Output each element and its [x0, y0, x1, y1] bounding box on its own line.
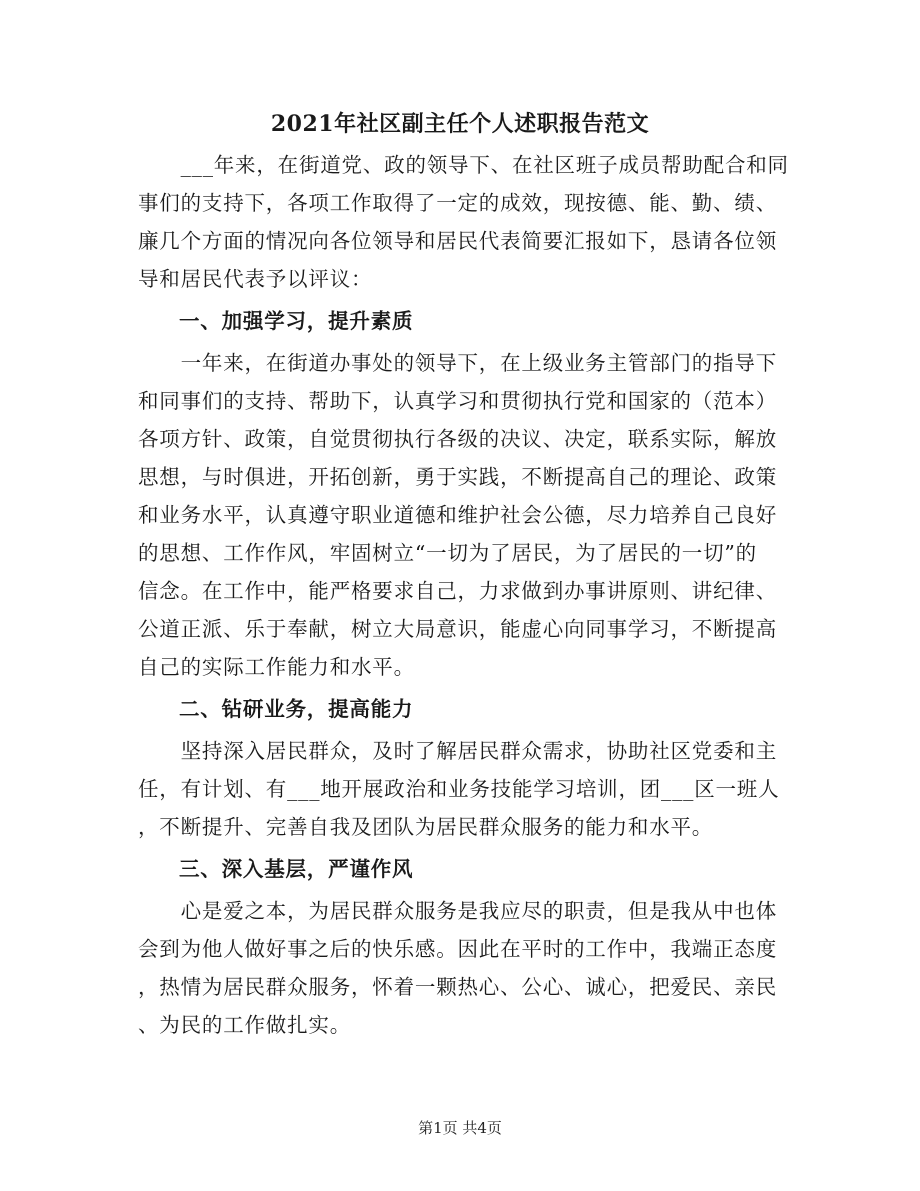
- paragraph-line: 心是爱之本，为居民群众服务是我应尽的职责，但是我从中也体: [138, 899, 777, 923]
- paragraph-line: 一年来，在街道办事处的领导下，在上级业务主管部门的指导下: [138, 351, 777, 375]
- section-heading-1: 一、加强学习，提升素质: [179, 309, 414, 333]
- paragraph-line: ，不断提升、完善自我及团队为居民群众服务的能力和水平。: [138, 815, 714, 839]
- intro-line: 导和居民代表予以评议：: [138, 267, 373, 291]
- document-body: [138, 146, 789, 1044]
- section-heading-3: 三、深入基层，严谨作风: [179, 857, 414, 881]
- paragraph-line: 信念。在工作中，能严格要求自己，力求做到办事讲原则、讲纪律、: [138, 579, 777, 603]
- paragraph-line: 会到为他人做好事之后的快乐感。因此在平时的工作中，我端正态度: [138, 937, 777, 961]
- paragraph-line: 自己的实际工作能力和水平。: [138, 655, 415, 679]
- intro-line: ___年来，在街道党、政的领导下、在社区班子成员帮助配合和同: [138, 153, 789, 177]
- paragraph-line: 和业务水平，认真遵守职业道德和维护社会公德，尽力培养自己良好: [138, 503, 777, 527]
- intro-line: 事们的支持下，各项工作取得了一定的成效，现按德、能、勤、绩、: [138, 191, 777, 215]
- page-number: 第1页 共4页: [418, 1119, 502, 1137]
- paragraph-line: 公道正派、乐于奉献，树立大局意识，能虚心向同事学习，不断提高: [138, 617, 777, 641]
- paragraph-line: 的思想、工作作风，牢固树立“一切为了居民，为了居民的一切”的: [138, 541, 757, 565]
- intro-line: 廉几个方面的情况向各位领导和居民代表简要汇报如下，恳请各位领: [138, 229, 777, 253]
- section-3-paragraph: [138, 892, 786, 1044]
- section-1-paragraph: [138, 344, 786, 686]
- section-heading-2: 二、钻研业务，提高能力: [179, 697, 414, 721]
- document-title: 2021年社区副主任个人述职报告范文: [270, 111, 650, 137]
- paragraph-line: 坚持深入居民群众，及时了解居民群众需求，协助社区党委和主: [138, 739, 777, 763]
- section-2-paragraph: [138, 732, 786, 846]
- paragraph-line: 、为民的工作做扎实。: [138, 1013, 351, 1037]
- paragraph-line: 和同事们的支持、帮助下，认真学习和贯彻执行党和国家的（范本）: [138, 389, 777, 413]
- paragraph-line: 各项方针、政策，自觉贯彻执行各级的决议、决定，联系实际，解放: [138, 427, 777, 451]
- paragraph-line: ，热情为居民群众服务，怀着一颗热心、公心、诚心，把爱民、亲民: [138, 975, 777, 999]
- intro-paragraph: [138, 146, 789, 298]
- paragraph-line: 思想，与时俱进，开拓创新，勇于实践，不断提高自己的理论、政策: [138, 465, 777, 489]
- paragraph-line: 任，有计划、有___地开展政治和业务技能学习培训，团___区一班人: [138, 777, 780, 801]
